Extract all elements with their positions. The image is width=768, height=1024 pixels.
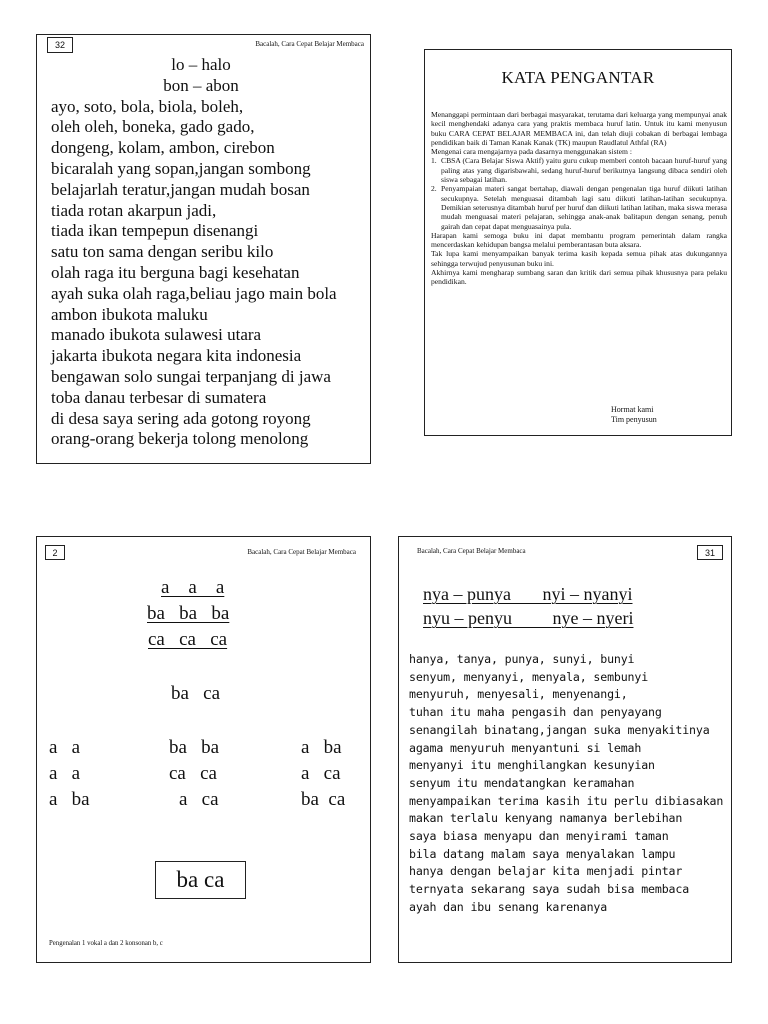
drill-cell: a ca bbox=[301, 763, 341, 784]
drill-cell: ba ca bbox=[301, 789, 346, 810]
text-line: oleh oleh, boneka, gado gado, bbox=[51, 117, 255, 137]
text-line: orang-orang bekerja tolong menolong bbox=[51, 429, 309, 449]
running-header: Bacalah, Cara Cepat Belajar Membaca bbox=[255, 40, 364, 48]
paragraph: Harapan kami semoga buku ini dapat membantu program pemerintah dalam rangka mencerdaskan kehidupan bangsa melalui pemberantasan buta aksara. bbox=[431, 230, 727, 250]
running-header: Bacalah, Cara Cepat Belajar Membaca bbox=[417, 547, 526, 555]
text-line: hanya, tanya, punya, sunyi, bunyi bbox=[409, 652, 635, 666]
centered-line: lo – halo bbox=[171, 55, 231, 74]
drill-cell: ba ba bbox=[169, 737, 220, 758]
text-line: senyum, menyanyi, menyala, sembunyi bbox=[409, 669, 649, 684]
text-line: ayah dan ibu senang karenanya bbox=[409, 899, 608, 914]
text-line: menyuruh, menyesali, menyenangi, bbox=[409, 687, 628, 702]
paragraph: Menanggapi permintaan dari berbagai masyarakat, terutama dari keluarga yang mempunyai anak kecil menghendaki adanya cara yang praktis membaca huruf latin. Untuk itu kami menyusun buku CARA CEPAT BELAJAR MEMBACA ini, dan telah diuji cobakan di berbagai lembaga pendidikan baik di Taman Kanak Kanak (TK) maupun Raudlatul Athfal (RA) bbox=[431, 110, 727, 147]
page-number: 32 bbox=[47, 37, 73, 53]
text-line: dongeng, kolam, ambon, cirebon bbox=[51, 138, 275, 158]
text-line: bicaralah yang sopan,jangan sombong bbox=[51, 158, 311, 178]
page-title: KATA PENGANTAR bbox=[501, 68, 655, 87]
drill-cell: a a bbox=[49, 737, 81, 758]
foreword-body bbox=[431, 110, 727, 287]
reading-text bbox=[409, 651, 731, 917]
text-line: bengawan solo sungai terpanjang di jawa bbox=[51, 366, 331, 386]
text-line: tuhan itu maha pengasih dan penyayang bbox=[409, 705, 662, 720]
book-page-2 bbox=[36, 536, 371, 963]
text-line: jakarta ibukota negara kita indonesia bbox=[51, 346, 302, 366]
list-number: 1. bbox=[431, 156, 437, 166]
drill-cell: a ba bbox=[49, 789, 90, 810]
syllable-row-ca: ca ca ca bbox=[148, 629, 228, 650]
drill-cell: a ca bbox=[179, 789, 219, 810]
text-line: makan terlalu kenyang namanya berlebihan bbox=[409, 811, 683, 826]
book-page-foreword bbox=[424, 49, 732, 436]
page-number: 31 bbox=[697, 545, 723, 560]
text-line: saya biasa menyapu dan menyirami taman bbox=[409, 829, 669, 844]
text-line: senangilah binatang,jangan suka menyakitinya bbox=[409, 722, 710, 737]
syllable-row-a: a a a bbox=[161, 577, 225, 598]
list-text: Penyampaian materi sangat bertahap, diawali dengan pengenalan tiga huruf diikuti latihan secukupnya. Setelah menguasai ditambah lagi satu diikuti latihan-latihan secukupnya. Demikian seterusnya ditambah huruf per huruf dan diikuti latihan latihan, maka siswa merasa mudah menguasai materi pelajaran, sehingga anak-anak balitapun dengan senang, penuh gairah dan cepat dapat menguasainya pula. bbox=[441, 184, 727, 231]
list-number: 2. bbox=[431, 184, 437, 194]
text-line: tiada rotan akarpun jadi, bbox=[51, 200, 217, 220]
text-line: manado ibukota sulawesi utara bbox=[51, 325, 262, 345]
signature-line: Hormat kami bbox=[611, 405, 654, 414]
text-line: ayo, soto, bola, biola, boleh, bbox=[51, 96, 244, 116]
text-line: satu ton sama dengan seribu kilo bbox=[51, 242, 274, 262]
text-line: olah raga itu berguna bagi kesehatan bbox=[51, 262, 300, 282]
paragraph: Mengenai cara mengajarnya pada dasarnya menggunakan sistem : bbox=[431, 147, 632, 157]
reading-text bbox=[51, 55, 367, 450]
word-baca: ba ca bbox=[171, 683, 221, 704]
drill-cell: ca ca bbox=[169, 763, 217, 784]
signature-line: Tim penyusun bbox=[611, 415, 657, 424]
running-header: Bacalah, Cara Cepat Belajar Membaca bbox=[247, 548, 356, 556]
syllable-heading: nyu – penyu nye – nyeri bbox=[423, 608, 634, 628]
text-line: bila datang malam saya menyalakan lampu bbox=[409, 846, 676, 861]
signature-block bbox=[611, 405, 657, 425]
book-page-31 bbox=[398, 536, 732, 963]
text-line: belajarlah teratur,jangan mudah bosan bbox=[51, 179, 310, 199]
syllable-row-ba: ba ba ba bbox=[147, 603, 230, 624]
text-line: toba danau terbesar di sumatera bbox=[51, 387, 267, 407]
text-line: ambon ibukota maluku bbox=[51, 304, 208, 324]
boxed-word: ba ca bbox=[155, 861, 246, 899]
book-page-32 bbox=[36, 34, 371, 464]
text-line: ayah suka olah raga,beliau jago main bola bbox=[51, 283, 337, 303]
syllable-heading: nya – punya nyi – nyanyi bbox=[423, 584, 633, 604]
centered-line: bon – abon bbox=[163, 75, 239, 95]
text-line: menyampaikan terima kasih itu perlu dibiasakan bbox=[409, 793, 724, 808]
text-line: tiada ikan tempepun disenangi bbox=[51, 221, 259, 241]
list-item bbox=[431, 184, 727, 230]
text-line: menyanyi itu menghilangkan kesunyian bbox=[409, 758, 655, 773]
text-line: ternyata sekarang saya sudah bisa membaca bbox=[409, 882, 690, 897]
drill-cell: a a bbox=[49, 763, 81, 784]
list-item bbox=[431, 156, 727, 184]
text-line: senyum itu mendatangkan keramahan bbox=[409, 775, 635, 790]
page-number: 2 bbox=[45, 545, 65, 560]
text-line: agama menyuruh menyantuni si lemah bbox=[409, 740, 642, 755]
text-line: di desa saya sering ada gotong royong bbox=[51, 408, 311, 428]
page-footnote: Pengenalan 1 vokal a dan 2 konsonan b, c bbox=[49, 940, 163, 947]
list-text: CBSA (Cara Belajar Siswa Aktif) yaitu guru cukup memberi contoh bacaan huruf-huruf yang paling atas yang digarisbawahi, sedang huruf-huruf berikutnya langsung dibaca sendiri oleh siswa sebagai latihan. bbox=[441, 156, 727, 185]
text-line: hanya dengan belajar kita menjadi pintar bbox=[409, 864, 683, 879]
paragraph: Akhirnya kami mengharap sumbang saran dan kritik dari semua pihak khususnya para pelaku pendidikan. bbox=[431, 268, 727, 287]
paragraph: Tak lupa kami menyampaikan banyak terima kasih kepada semua pihak atas dukungannya sehingga terwujud penyusunan buku ini. bbox=[431, 249, 727, 268]
drill-cell: a ba bbox=[301, 737, 342, 758]
